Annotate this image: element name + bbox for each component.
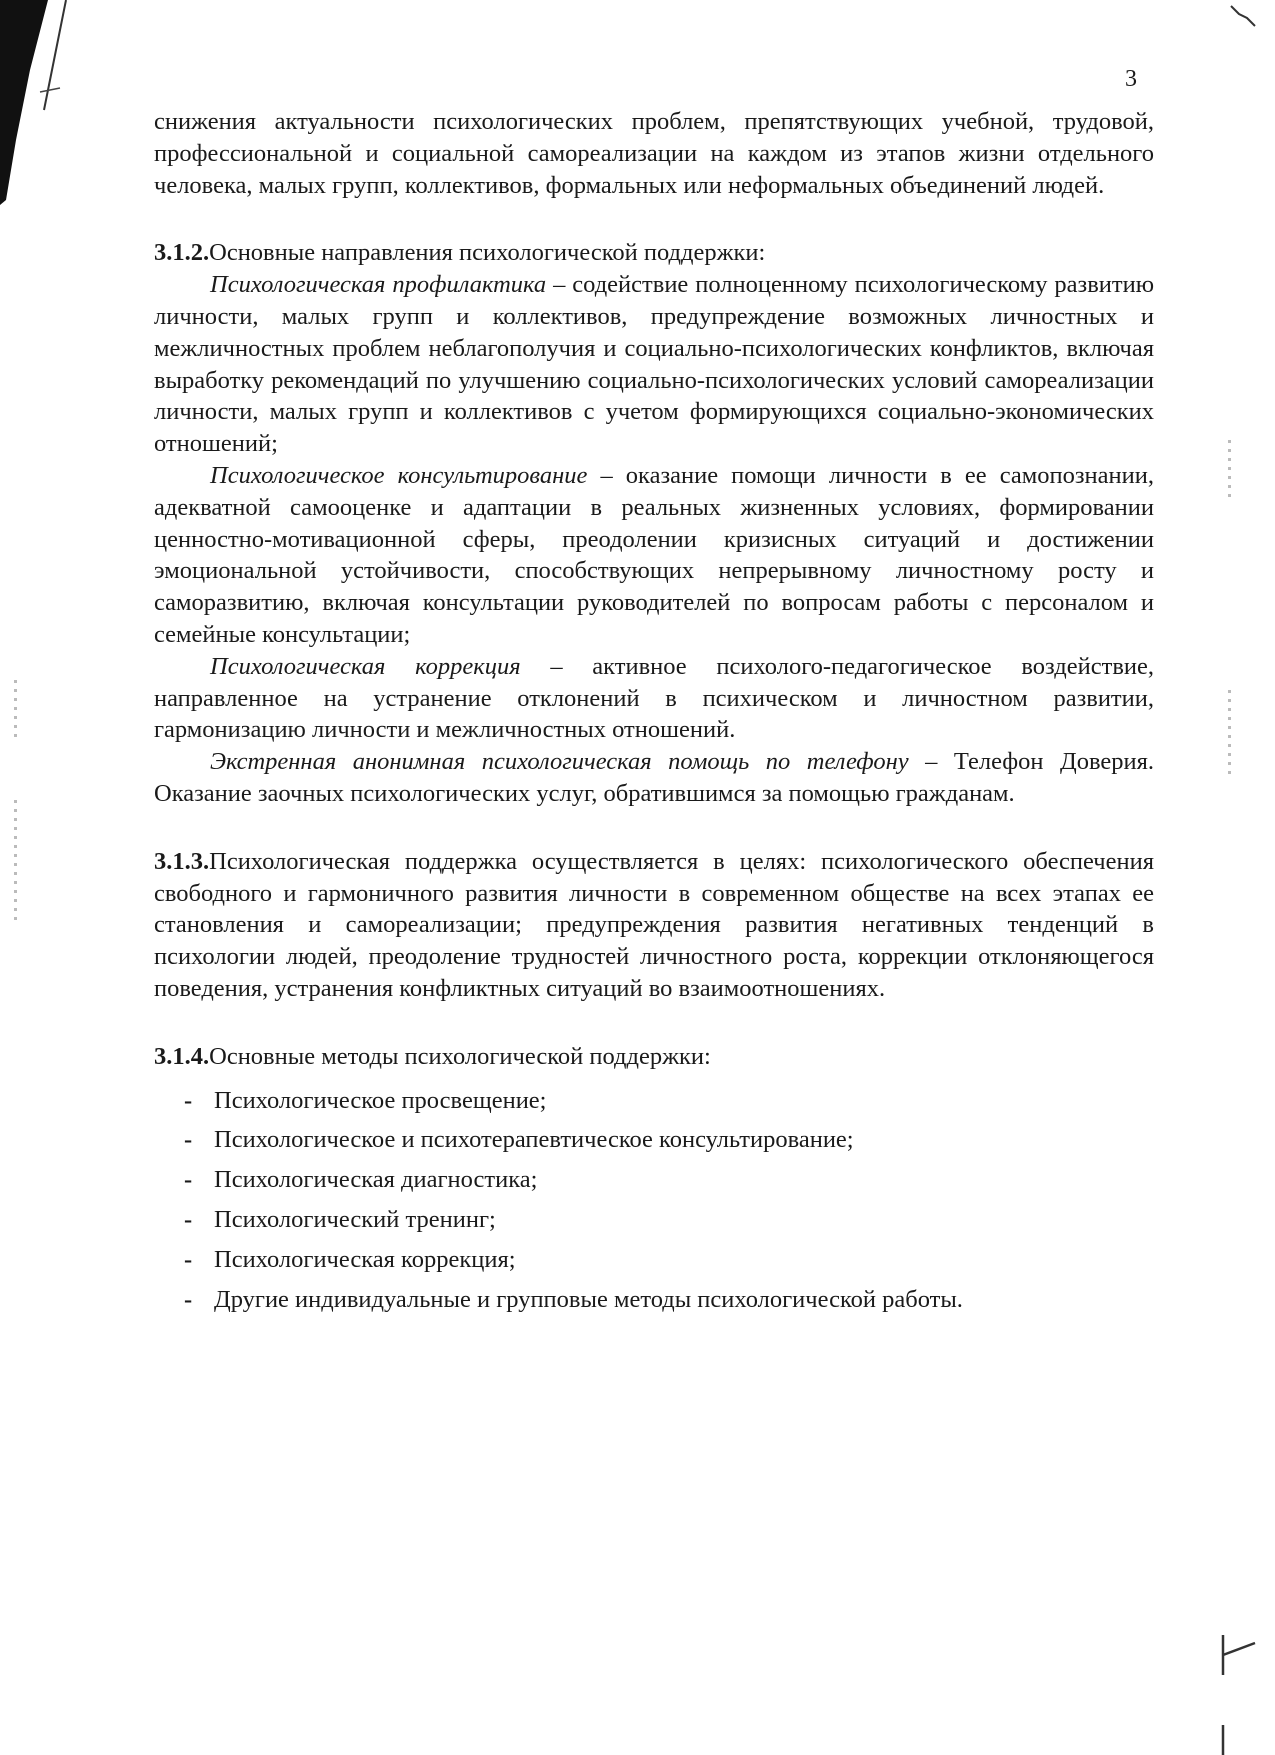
list-item [184,1244,1004,1276]
intro-paragraph: снижения актуальности психологических проблем, препятствующих учебной, трудовой, профессиональной и социальной самореализации на каждом из этапов жизни отдельного человека, малых групп, коллективов, формальных или неформальных объединений людей. [154,108,1154,199]
scan-edge-dots-right-2 [1228,690,1231,780]
section-3-1-2 [154,237,1154,809]
section-number: 3.1.3. [154,847,210,875]
list-item [184,1085,1004,1117]
section-3-1-2-heading [154,237,1154,269]
section-text: Психологическая поддержка осуществляется в целях: психологического обеспечения свободного и гармоничного развития личности в современном обществе на всех этапах ее становления и самореализации; предупреждения развития негативных тенденций в психологии людей, преодоление трудностей личностного роста, коррекции отклоняющегося поведения, устранения конфликтных ситуаций во взаимоотношениях. [154,847,1154,1002]
scan-edge-dots-right [1228,440,1231,500]
section-3-1-4 [154,1041,1154,1316]
list-item [184,1124,1004,1156]
direction-consulting [154,460,1154,651]
section-3-1-3-paragraph [154,846,1154,1005]
bullet-dash: - [184,1126,193,1154]
methods-list [154,1085,1004,1316]
direction-text: – активное психолого-педагогическое воздействие, направленное на устранение отклонений в психическом и личностном развитии, гармонизацию личности и межличностных отношений. [154,652,1154,744]
direction-term: Психологическая коррекция [210,652,521,680]
bullet-dash: - [184,1166,193,1194]
section-number: 3.1.2. [154,239,210,267]
direction-text: – Телефон Доверия. Оказание заочных психологических услуг, обратившимся за помощью гражданам. [154,748,1155,807]
method-text: Психологическая коррекция; [214,1245,516,1273]
method-text: Психологическое просвещение; [214,1086,547,1114]
direction-text: – содействие полноценному психологическому развитию личности, малых групп и коллективов, предупреждение возможных личностных и межличностных проблем неблагополучия и социально-психологических конфликтов, включая выработку рекомендаций по улучшению социально-психологических условий самореализации личности, малых групп и коллективов с учетом формирующихся социально-экономических отношений; [154,271,1155,458]
direction-term: Психологическое консультирование [210,461,588,489]
section-heading-text: Основные методы психологической поддержки: [209,1042,711,1070]
bullet-dash: - [184,1285,193,1313]
section-number: 3.1.4. [154,1042,210,1070]
direction-term: Экстренная анонимная психологическая помощь по телефону [210,748,909,776]
method-text: Психологическая диагностика; [214,1166,538,1194]
scan-edge-dots-left [14,680,17,740]
scan-artifact-left-icon [0,0,92,240]
document-body [154,106,1154,1323]
section-3-1-4-heading [154,1041,1154,1073]
list-item [184,1204,1004,1236]
method-text: Психологический тренинг; [214,1205,496,1233]
bullet-dash: - [184,1205,193,1233]
scan-artifact-bottomright-icon [1215,1535,1275,1755]
method-text: Психологическое и психотерапевтическое консультирование; [214,1126,854,1154]
bullet-dash: - [184,1086,193,1114]
direction-hotline [154,746,1154,810]
section-3-1-3 [154,846,1154,1005]
scan-artifact-topright-icon [1225,0,1275,40]
list-item [184,1284,1004,1316]
direction-prophylaxis [154,269,1154,460]
direction-text: – оказание помощи личности в ее самопознании, адекватной самооценке и адаптации в реальных жизненных условиях, формировании ценностно-мотивационной сферы, преодолении кризисных ситуаций и достижении эмоциональной устойчивости, способствующих непрерывному личностному росту и саморазвитию, включая консультации руководителей по вопросам работы с персоналом и семейные консультации; [154,461,1154,648]
direction-term: Психологическая профилактика [210,271,547,299]
method-text: Другие индивидуальные и групповые методы психологической работы. [214,1285,963,1313]
scan-edge-dots-left-2 [14,800,17,920]
section-heading-text: Основные направления психологической поддержки: [209,239,766,267]
page-number: 3 [1125,66,1137,92]
bullet-dash: - [184,1245,193,1273]
direction-correction [154,651,1154,746]
list-item [184,1164,1004,1196]
